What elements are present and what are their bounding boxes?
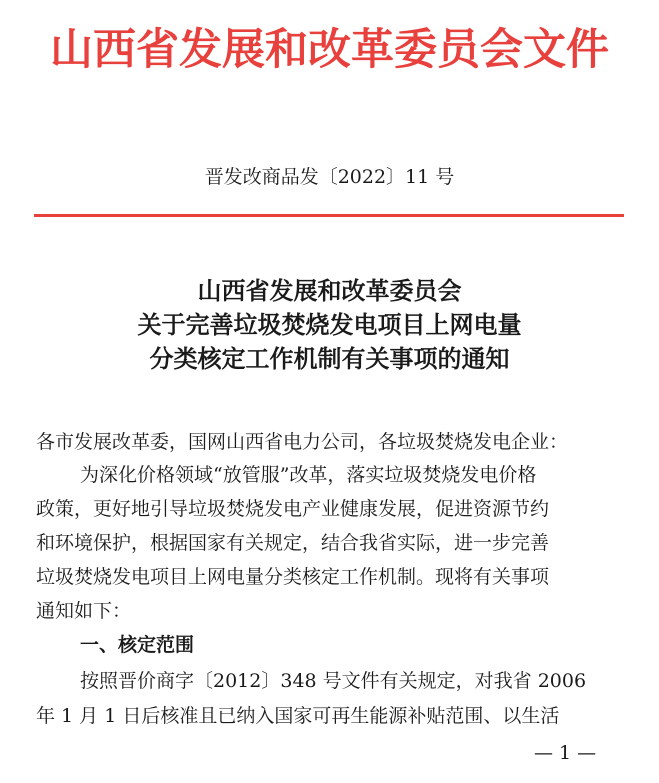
red-divider-line bbox=[34, 214, 624, 217]
paragraph-1-line: 为深化价格领域“放管服”改革，落实垃圾焚烧发电价格 bbox=[80, 464, 537, 486]
paragraph-1-line: 通知如下： bbox=[36, 600, 132, 622]
paragraph-1-line: 垃圾焚烧发电项目上网电量分类核定工作机制。现将有关事项 bbox=[36, 566, 550, 588]
salutation: 各市发展改革委，国网山西省电力公司，各垃圾焚烧发电企业： bbox=[36, 431, 569, 453]
title-line-3: 分类核定工作机制有关事项的通知 bbox=[149, 345, 510, 373]
paragraph-2-line: 年 1 月 1 日后核准且已纳入国家可再生能源补贴范围、以生活 bbox=[36, 705, 560, 727]
page-number: — 1 — bbox=[534, 742, 597, 764]
document-number: 晋发改商品发〔2022〕11 号 bbox=[204, 166, 455, 188]
paragraph-2-line: 按照晋价商字〔2012〕348 号文件有关规定，对我省 2006 bbox=[80, 670, 587, 692]
paragraph-1-line: 政策，更好地引导垃圾焚烧发电产业健康发展，促进资源节约 bbox=[36, 498, 550, 520]
title-line-2: 关于完善垃圾焚烧发电项目上网电量 bbox=[137, 311, 522, 339]
section-heading: 一、核定范围 bbox=[80, 634, 195, 656]
title-line-1: 山西省发展和改革委员会 bbox=[197, 277, 462, 305]
document-masthead: 山西省发展和改革委员会文件 bbox=[50, 25, 609, 75]
paragraph-1-line: 和环境保护，根据国家有关规定，结合我省实际，进一步完善 bbox=[36, 532, 550, 554]
